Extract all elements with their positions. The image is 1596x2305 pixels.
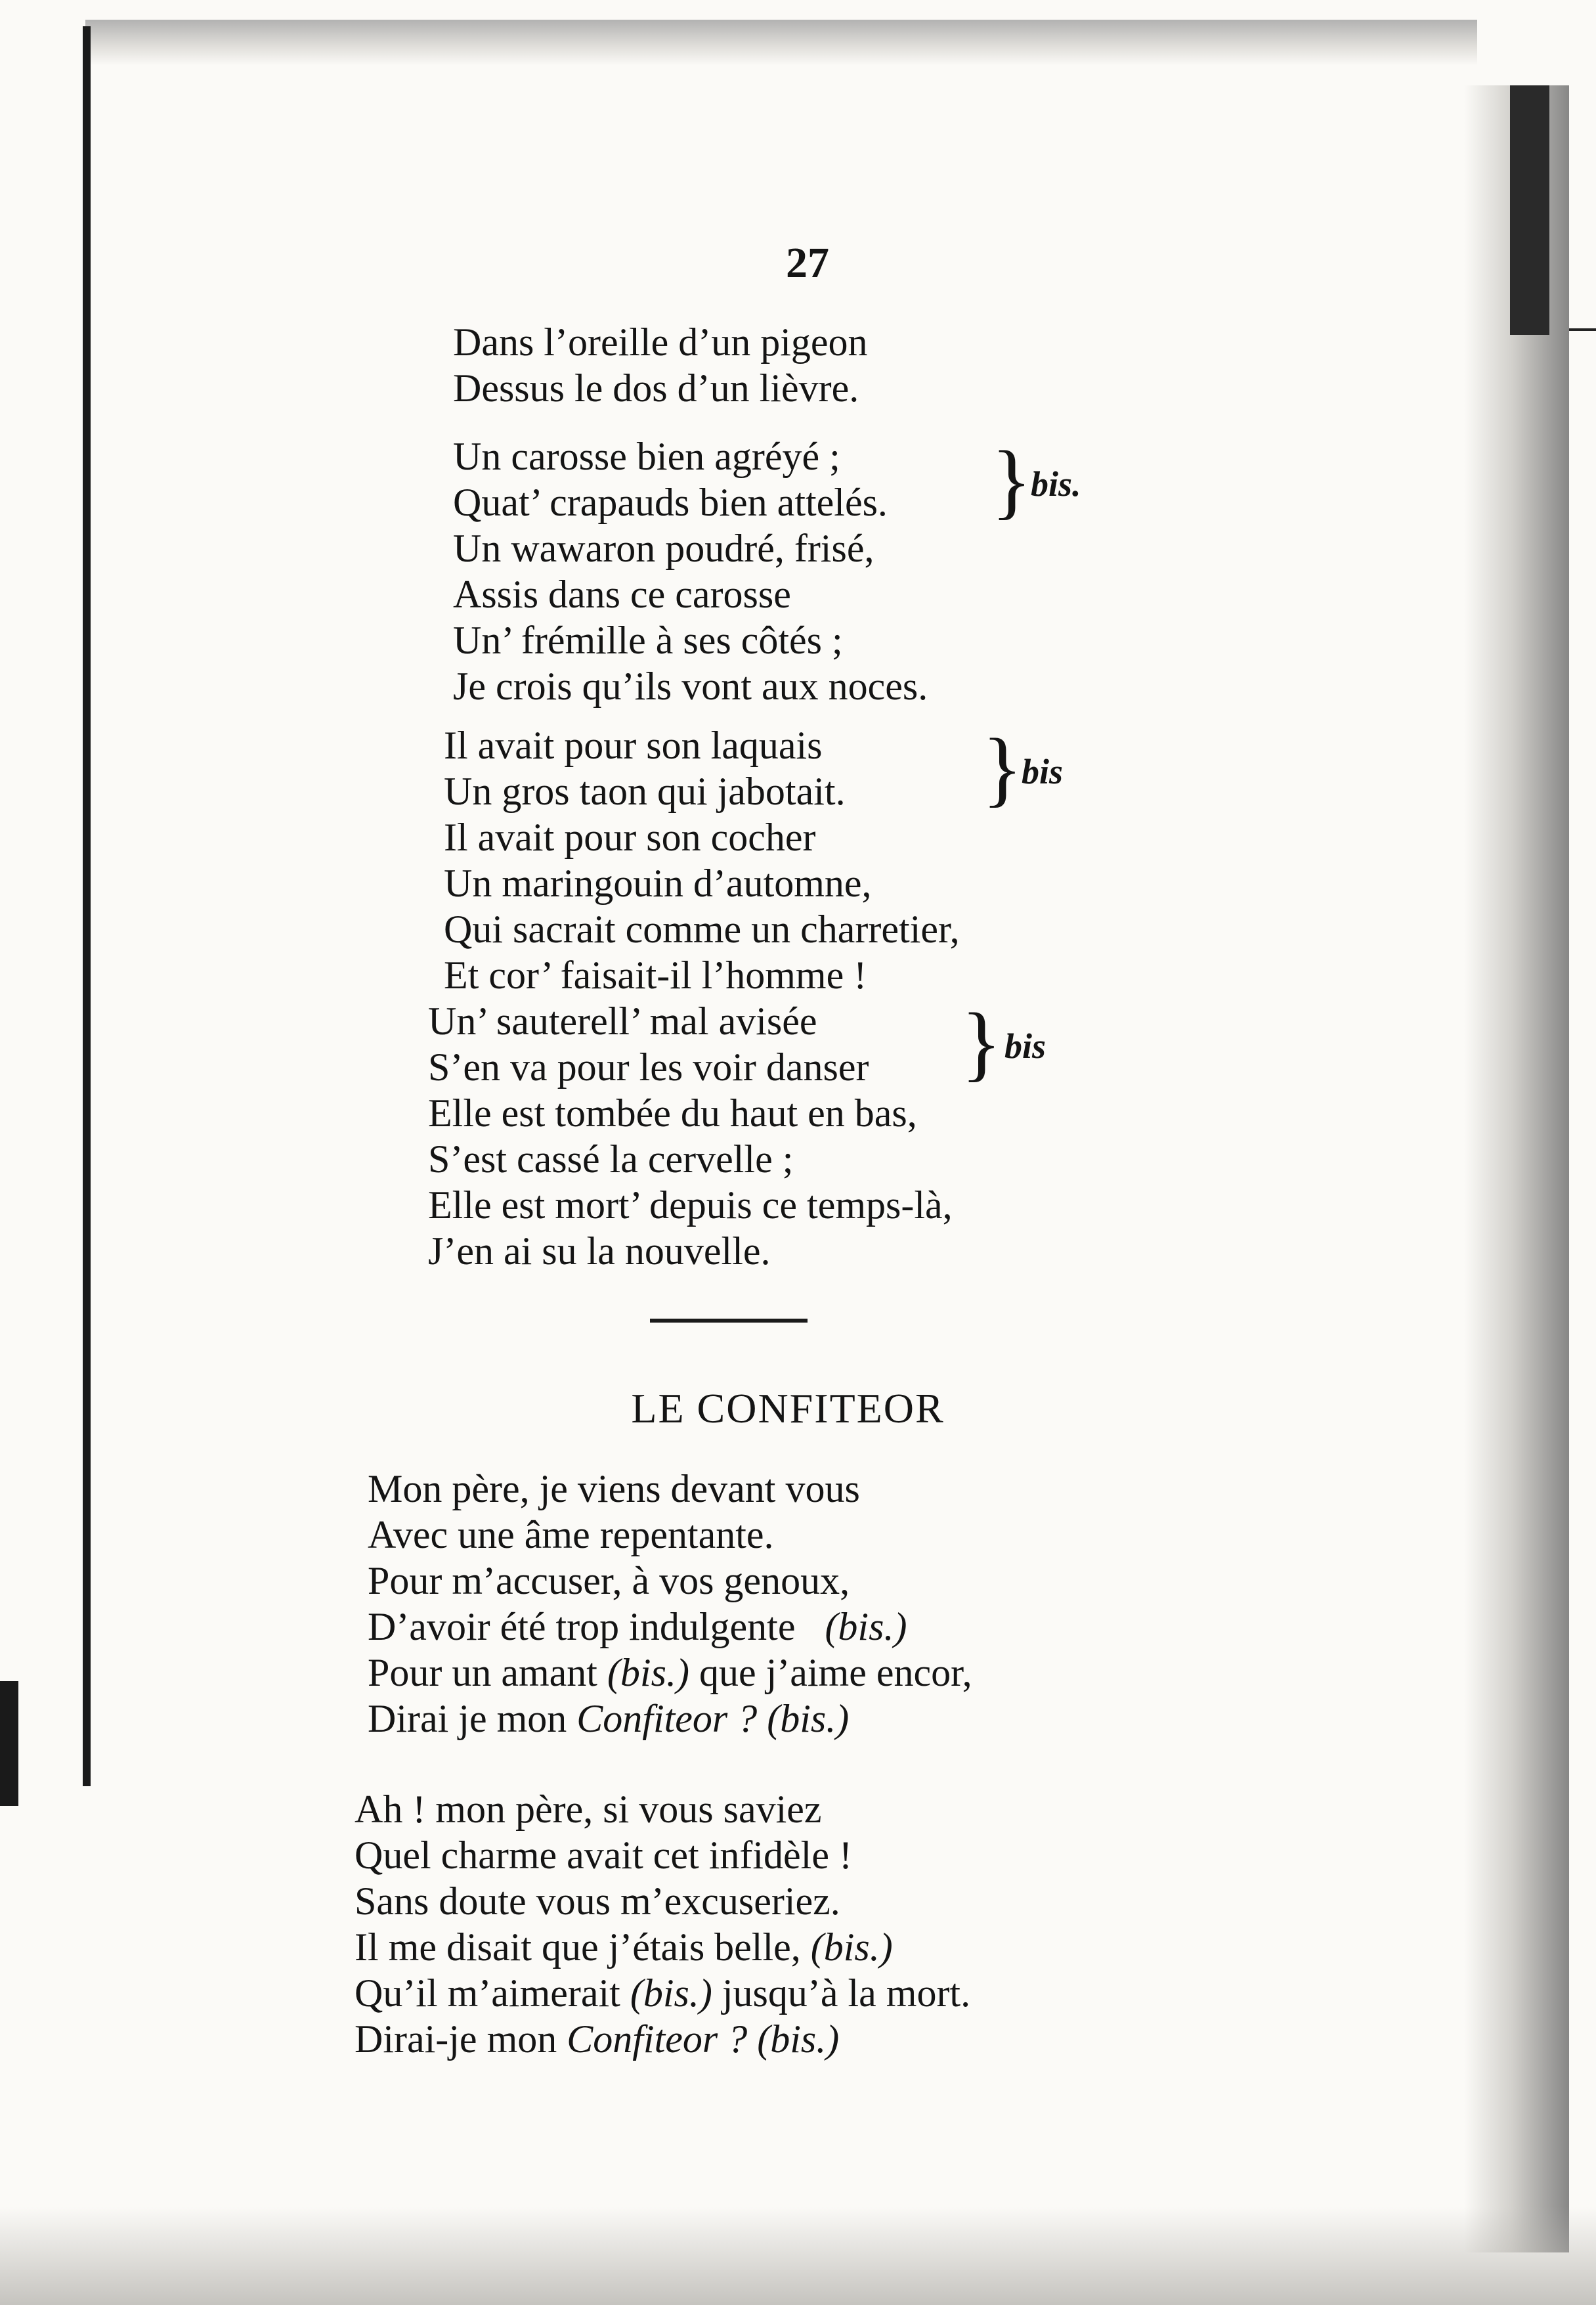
verse-line: J’en ai su la nouvelle. [428, 1229, 771, 1273]
verse-line: Elle est mort’ depuis ce temps-là, [428, 1183, 953, 1227]
verse-line [368, 1604, 972, 1650]
repeat-marker: (bis.) [767, 1697, 850, 1740]
verse-line: Ah ! mon père, si vous saviez [355, 1788, 822, 1831]
line-text: Dirai je mon [368, 1697, 567, 1740]
line-text: que j’aime encor, [699, 1651, 972, 1694]
verse-line: Il avait pour son laquais [444, 724, 823, 767]
repeat-brace: } [991, 434, 1032, 527]
verse-line [355, 1970, 970, 2016]
line-text: D’avoir été trop indulgente [368, 1605, 796, 1648]
line-text: Pour un amant [368, 1651, 597, 1694]
repeat-marker: (bis.) [810, 1925, 893, 1969]
song1-stanza-1 [453, 433, 1175, 709]
verse-line: Qui sacrait comme un charretier, [444, 908, 960, 951]
song2-stanza-1 [368, 1466, 972, 1742]
song2-stanza-2 [355, 1786, 970, 2062]
page-bottom-edge-shading [0, 2206, 1596, 2305]
margin-tick-mark [1569, 328, 1596, 331]
page-right-edge-shading [1464, 85, 1569, 2252]
book-spine-line [83, 26, 91, 1786]
verse-line: S’en va pour les voir danser [428, 1045, 869, 1089]
line-text: Qu’il m’aimerait [355, 1971, 620, 2015]
repeat-marker: (bis.) [630, 1971, 712, 2015]
verse-line: Il avait pour son cocher [444, 816, 816, 859]
page-number: 27 [786, 239, 829, 287]
verse-line: Un maringouin d’automne, [444, 862, 872, 905]
verse-line: Quel charme avait cet infidèle ! [355, 1833, 852, 1877]
repeat-marker: bis. [1031, 464, 1081, 504]
verse-line: Pour m’accuser, à vos genoux, [368, 1559, 850, 1602]
verse-line: Un wawaron poudré, frisé, [453, 527, 874, 570]
verse-line: Elle est tombée du haut en bas, [428, 1091, 917, 1135]
song1-stanza-2 [444, 722, 1166, 998]
line-text: Dirai-je mon [355, 2017, 557, 2061]
verse-line [368, 1696, 972, 1742]
line-text: jusqu’à la mort. [722, 1971, 971, 2015]
song-title: LE CONFITEOR [631, 1385, 945, 1432]
italic-word: Confiteor ? [567, 2017, 748, 2061]
verse-line: Un’ sauterell’ mal avisée [428, 999, 817, 1043]
book-spine-shadow [0, 1681, 18, 1806]
verse-line: Quat’ crapauds bien attelés. [453, 481, 888, 524]
page-top-edge-shading [85, 20, 1477, 66]
verse-line [368, 1650, 972, 1696]
verse-line: Assis dans ce carosse [453, 573, 791, 616]
italic-word: Confiteor ? [576, 1697, 758, 1740]
verse-line [355, 2016, 970, 2062]
repeat-marker: (bis.) [757, 2017, 840, 2061]
repeat-brace: } [982, 722, 1023, 815]
repeat-brace: } [961, 996, 1002, 1089]
song1-intro [453, 319, 868, 411]
verse-line: Dessus le dos d’un lièvre. [453, 366, 859, 410]
section-separator-rule [650, 1319, 808, 1323]
verse-line: Sans doute vous m’excuseriez. [355, 1879, 840, 1923]
verse-line: Mon père, je viens devant vous [368, 1467, 860, 1510]
repeat-marker: (bis.) [825, 1605, 907, 1648]
page-right-shadow [1510, 85, 1549, 335]
song1-stanza-3 [428, 998, 1150, 1274]
verse-line: Un carosse bien agréyé ; [453, 435, 840, 478]
repeat-marker: bis [1022, 752, 1064, 791]
repeat-marker: (bis.) [607, 1651, 689, 1694]
verse-line: Je crois qu’ils vont aux noces. [453, 665, 928, 708]
repeat-marker: bis [1004, 1026, 1046, 1066]
verse-line: Et cor’ faisait-il l’homme ! [444, 954, 867, 997]
verse-line: Avec une âme repentante. [368, 1513, 774, 1556]
verse-line [355, 1924, 970, 1970]
verse-line: Un gros taon qui jabotait. [444, 770, 846, 813]
verse-line: S’est cassé la cervelle ; [428, 1137, 794, 1181]
verse-line: Un’ frémille à ses côtés ; [453, 619, 843, 662]
verse-line: Dans l’oreille d’un pigeon [453, 320, 868, 364]
line-text: Il me disait que j’étais belle, [355, 1925, 801, 1969]
